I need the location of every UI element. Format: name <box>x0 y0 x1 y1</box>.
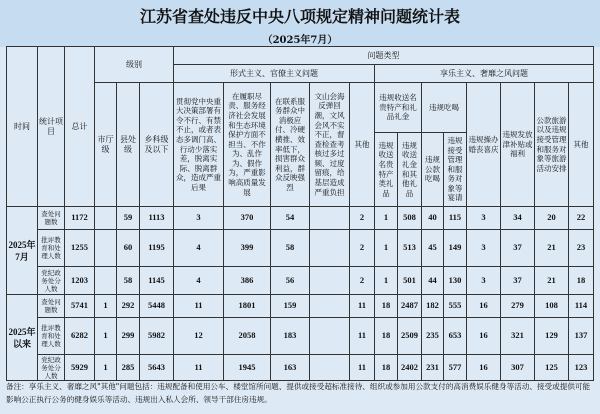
table-cell: 159 <box>271 295 310 318</box>
table-cell: 1801 <box>224 295 271 318</box>
row-item-label: 党纪政务处分人数 <box>38 355 65 381</box>
header-gift-specialty: 违规收送名贵特产类礼品 <box>375 133 398 207</box>
table-cell: 4 <box>174 267 224 295</box>
table-cell: 20 <box>535 207 569 230</box>
table-cell: 60 <box>117 230 140 267</box>
header-weddings-funerals: 违规操办婚丧喜庆 <box>467 83 501 207</box>
table-cell: 11 <box>350 355 375 381</box>
row-item-label: 批评教育和处理人数 <box>38 230 65 267</box>
table-cell: 115 <box>444 207 467 230</box>
table-cell: 5929 <box>65 355 95 381</box>
table-cell: 12 <box>174 318 224 355</box>
table-cell: 16 <box>467 355 501 381</box>
header-dining-group: 违规吃喝 <box>422 83 467 133</box>
header-public-dining: 违规公款吃喝 <box>422 133 444 207</box>
table-cell: 11 <box>174 355 224 381</box>
table-cell: 16 <box>467 318 501 355</box>
table-cell: 6282 <box>65 318 95 355</box>
table-cell <box>310 295 350 318</box>
table-cell: 386 <box>224 267 271 295</box>
table-cell: 3 <box>467 230 501 267</box>
table-cell: 1 <box>95 355 117 381</box>
table-cell: 44 <box>422 267 444 295</box>
table-cell: 1195 <box>140 230 174 267</box>
table-cell: 21 <box>535 267 569 295</box>
table-row <box>7 230 594 267</box>
row-item-label: 查处问题数 <box>38 207 65 230</box>
header-allowances: 违规发放津补贴或福利 <box>501 83 535 207</box>
table-cell: 307 <box>501 355 535 381</box>
table-cell: 299 <box>117 318 140 355</box>
header-item: 统计项目 <box>38 47 65 207</box>
table-cell <box>95 267 117 295</box>
table-cell: 2 <box>350 207 375 230</box>
table-cell: 3 <box>467 207 501 230</box>
table-cell: 508 <box>398 207 422 230</box>
table-cell: 114 <box>569 295 594 318</box>
table-cell: 37 <box>501 230 535 267</box>
table-cell: 23 <box>569 230 594 267</box>
table-cell: 182 <box>422 295 444 318</box>
header-city-level: 市厅级 <box>95 83 117 207</box>
table-row <box>7 207 594 230</box>
period-label: 2025年以来 <box>7 295 38 381</box>
table-cell: 1 <box>375 267 398 295</box>
table-cell: 21 <box>535 230 569 267</box>
table-cell: 1145 <box>140 267 174 295</box>
table-cell <box>310 318 350 355</box>
page-subtitle: （2025年7月） <box>262 35 338 46</box>
table-cell: 149 <box>444 230 467 267</box>
table-row <box>7 355 594 381</box>
table-cell: 108 <box>535 295 569 318</box>
table-cell: 2487 <box>398 295 422 318</box>
row-item-label: 批评教育和处理人数 <box>38 318 65 355</box>
table-cell: 2509 <box>398 318 422 355</box>
table-cell <box>310 355 350 381</box>
table-cell: 129 <box>535 318 569 355</box>
table-cell: 18 <box>375 355 398 381</box>
table-cell: 2402 <box>398 355 422 381</box>
table-cell: 5643 <box>140 355 174 381</box>
row-item-label: 党纪政务处分人数 <box>38 267 65 295</box>
table-cell: 123 <box>569 355 594 381</box>
table-cell: 513 <box>398 230 422 267</box>
table-cell: 18 <box>375 318 398 355</box>
header-township-level: 乡科级及以下 <box>140 83 174 207</box>
footnote: 备注：享乐主义、奢靡之风"其他"问题包括：违规配备和使用公车、楼堂馆所问题、提供或接受超标准接待、组织或参加用公款支付的高消费娱乐健身等活动、接受或提供可能影响公正执行公务的健身娱乐等活动、违规出入私人会所、领导干部住房违规。 <box>6 382 591 404</box>
table-cell: 2 <box>350 267 375 295</box>
table-cell: 5741 <box>65 295 95 318</box>
table-cell: 235 <box>422 318 444 355</box>
table-cell: 137 <box>569 318 594 355</box>
table-cell: 11 <box>350 295 375 318</box>
header-problem-type: 问题类型 <box>174 47 594 65</box>
table-cell: 1945 <box>224 355 271 381</box>
table-cell: 58 <box>117 267 140 295</box>
table-cell: 125 <box>535 355 569 381</box>
table-cell: 501 <box>398 267 422 295</box>
table-cell: 292 <box>117 295 140 318</box>
table-cell: 1203 <box>65 267 95 295</box>
header-formalism-1: 贯彻党中央重大决策部署有令不行、有禁不止，或者表态多调门高、行动少落实差，脱离实际、脱离群众，造成严重后果 <box>174 83 224 207</box>
table-cell: 1113 <box>140 207 174 230</box>
table-cell: 37 <box>501 267 535 295</box>
header-gift-money: 违规收送礼金和其他礼品 <box>398 133 422 207</box>
table-cell: 2 <box>350 230 375 267</box>
table-cell: 3 <box>174 207 224 230</box>
table-row <box>7 318 594 355</box>
table-cell: 285 <box>117 355 140 381</box>
table-cell: 59 <box>117 207 140 230</box>
statistics-table <box>6 46 594 381</box>
row-item-label: 查处问题数 <box>38 295 65 318</box>
table-cell: 11 <box>174 295 224 318</box>
table-cell: 183 <box>271 318 310 355</box>
table-cell: 2058 <box>224 318 271 355</box>
header-county-level: 县处级 <box>117 83 140 207</box>
table-cell: 1255 <box>65 230 95 267</box>
page-title: 江苏省查处违反中央八项规定精神问题统计表 <box>139 7 460 26</box>
table-cell: 18 <box>375 295 398 318</box>
table-cell: 45 <box>422 230 444 267</box>
table-cell: 653 <box>444 318 467 355</box>
table-cell: 1172 <box>65 207 95 230</box>
table-row <box>7 295 594 318</box>
table-cell: 54 <box>271 207 310 230</box>
table-cell <box>310 230 350 267</box>
header-hedonism-other: 其他 <box>569 83 594 207</box>
table-cell: 5448 <box>140 295 174 318</box>
table-cell <box>95 230 117 267</box>
table-cell: 1 <box>375 230 398 267</box>
header-formalism-4: 文山会海反弹回潮，文风会风不实不正，督查检查考核过多过频、过度留痕，给基层造成严重负担 <box>310 83 350 207</box>
table-cell: 399 <box>224 230 271 267</box>
table-cell: 5982 <box>140 318 174 355</box>
table-cell <box>95 207 117 230</box>
header-formalism-3: 在联系服务群众中消极应付、冷硬横推、效率低下，损害群众利益，群众反映强烈 <box>271 83 310 207</box>
table-cell: 56 <box>271 267 310 295</box>
table-cell: 34 <box>501 207 535 230</box>
table-cell: 370 <box>224 207 271 230</box>
table-cell: 231 <box>422 355 444 381</box>
header-formalism: 形式主义、官僚主义问题 <box>174 65 375 83</box>
table-cell: 279 <box>501 295 535 318</box>
table-cell <box>310 207 350 230</box>
header-hedonism: 享乐主义、奢靡之风问题 <box>375 65 594 83</box>
header-banquets: 违规接受管理和服务对象等宴请 <box>444 133 467 207</box>
table-cell: 22 <box>569 207 594 230</box>
header-travel: 公款旅游以及违规接受管理和服务对象等旅游活动安排 <box>535 83 569 207</box>
table-cell: 577 <box>444 355 467 381</box>
header-time: 时间 <box>7 47 38 207</box>
table-cell: 58 <box>271 230 310 267</box>
table-cell: 16 <box>467 295 501 318</box>
table-cell: 1 <box>95 318 117 355</box>
header-level: 级别 <box>95 47 174 83</box>
table-cell: 4 <box>174 230 224 267</box>
table-cell: 3 <box>467 267 501 295</box>
header-formalism-2: 在履职尽责、服务经济社会发展和生态环境保护方面不担当、不作为、乱作为、假作为，严重影响高质量发展 <box>224 83 271 207</box>
table-cell: 40 <box>422 207 444 230</box>
header-total: 总计 <box>65 47 95 207</box>
table-row <box>7 267 594 295</box>
table-cell: 130 <box>444 267 467 295</box>
header-formalism-other: 其他 <box>350 83 375 207</box>
table-cell <box>310 267 350 295</box>
table-cell: 555 <box>444 295 467 318</box>
header-gift-group: 违规收送名贵特产和礼品礼金 <box>375 83 422 133</box>
table-cell: 1 <box>95 295 117 318</box>
table-cell: 11 <box>350 318 375 355</box>
table-cell: 163 <box>271 355 310 381</box>
table-cell: 321 <box>501 318 535 355</box>
period-label: 2025年7月 <box>7 207 38 295</box>
table-cell: 1 <box>375 207 398 230</box>
table-cell: 18 <box>569 267 594 295</box>
